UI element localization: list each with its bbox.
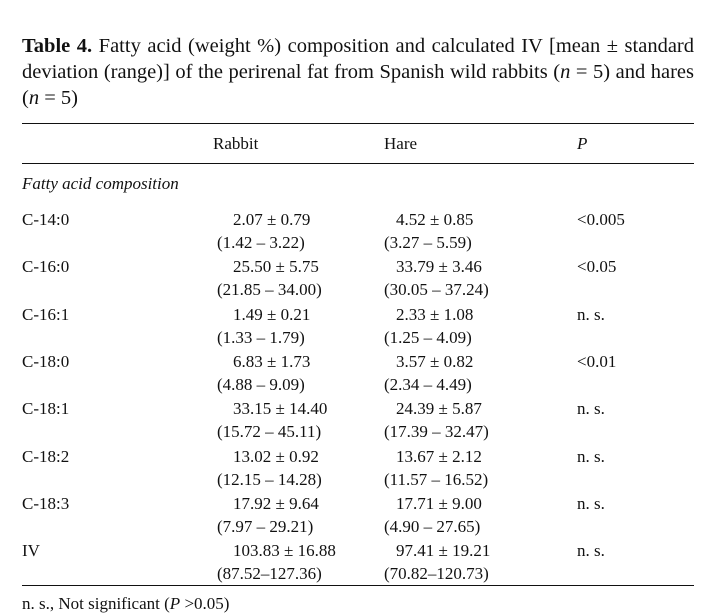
- hare-range: (11.57 – 16.52): [384, 469, 489, 489]
- row-label: C-18:1: [22, 399, 70, 419]
- hare-mean: 17.71 ± 9.00: [396, 493, 482, 513]
- hare-mean: 3.57 ± 0.82: [396, 351, 474, 371]
- row-label: IV: [22, 541, 40, 561]
- row-label: C-14:0: [22, 210, 70, 229]
- caption-n-hares: n: [28, 87, 40, 109]
- hare-range: (17.39 – 32.47): [384, 422, 489, 442]
- caption-text-3: = 5): [39, 87, 78, 109]
- rabbit-mean: 17.92 ± 9.64: [233, 493, 319, 513]
- rabbit-range: (87.52–127.36): [217, 564, 322, 584]
- p-value: <0.005: [577, 210, 625, 229]
- p-value: n. s.: [577, 446, 605, 466]
- bottom-rule: [22, 585, 694, 586]
- rabbit-range: (4.88 – 9.09): [217, 374, 305, 394]
- rabbit-mean: 1.49 ± 0.21: [233, 304, 311, 324]
- p-value: n. s.: [577, 399, 605, 419]
- rabbit-mean: 13.02 ± 0.92: [233, 446, 319, 466]
- hare-mean: 24.39 ± 5.87: [396, 399, 482, 419]
- hare-mean: 2.33 ± 1.08: [396, 304, 474, 324]
- rabbit-range: (15.72 – 45.11): [217, 422, 322, 442]
- hare-mean: 4.52 ± 0.85: [396, 210, 474, 229]
- rabbit-mean: 25.50 ± 5.75: [233, 257, 319, 277]
- rabbit-range: (7.97 – 29.21): [217, 516, 314, 536]
- hare-range: (4.90 – 27.65): [384, 516, 481, 536]
- rabbit-mean: 2.07 ± 0.79: [233, 210, 311, 229]
- hare-range: (30.05 – 37.24): [384, 280, 489, 300]
- hare-mean: 97.41 ± 19.21: [396, 541, 491, 561]
- p-value: n. s.: [577, 493, 605, 513]
- footnote: [22, 594, 229, 614]
- rabbit-mean: 103.83 ± 16.88: [233, 541, 336, 561]
- hare-range: (1.25 – 4.09): [384, 327, 472, 347]
- hare-range: (70.82–120.73): [384, 564, 489, 584]
- hare-mean: 33.79 ± 3.46: [396, 257, 482, 277]
- top-rule: [22, 123, 694, 124]
- rabbit-range: (12.15 – 14.28): [217, 469, 322, 489]
- rabbit-mean: 6.83 ± 1.73: [233, 351, 311, 371]
- footnote-p: P: [169, 594, 181, 613]
- hare-range: (3.27 – 5.59): [384, 233, 472, 252]
- table-caption: [22, 33, 694, 111]
- row-label: C-16:0: [22, 257, 70, 277]
- section-fatty-acid-composition: Fatty acid composition: [22, 174, 179, 193]
- caption-n-rabbits: n: [560, 61, 571, 83]
- header-hare: Hare: [384, 134, 418, 153]
- row-label: C-16:1: [22, 304, 70, 324]
- hare-mean: 13.67 ± 2.12: [396, 446, 482, 466]
- hare-range: (2.34 – 4.49): [384, 374, 472, 394]
- row-label: C-18:2: [22, 446, 70, 466]
- rabbit-range: (1.42 – 3.22): [217, 233, 305, 252]
- rabbit-mean: 33.15 ± 14.40: [233, 399, 328, 419]
- caption-text-1: Fatty acid (weight %) composition and calculated IV [mean ± standard deviation (range)] of the perirenal fat from Spanish wild rabbits (: [22, 35, 694, 83]
- rabbit-range: (21.85 – 34.00): [217, 280, 322, 300]
- p-value: <0.01: [577, 351, 617, 371]
- p-value: <0.05: [577, 257, 617, 277]
- header-p: P: [577, 134, 588, 153]
- footnote-text-2: >0.05): [180, 594, 230, 613]
- header-rabbit: Rabbit: [213, 134, 259, 153]
- caption-text-2: = 5) and hares (: [22, 61, 694, 109]
- rabbit-range: (1.33 – 1.79): [217, 327, 305, 347]
- row-label: C-18:3: [22, 493, 70, 513]
- p-value: n. s.: [577, 541, 605, 561]
- header-rule: [22, 163, 694, 164]
- caption-label: Table 4.: [22, 35, 93, 57]
- footnote-text-1: n. s., Not significant (: [22, 594, 170, 613]
- p-value: n. s.: [577, 304, 605, 324]
- row-label: C-18:0: [22, 351, 70, 371]
